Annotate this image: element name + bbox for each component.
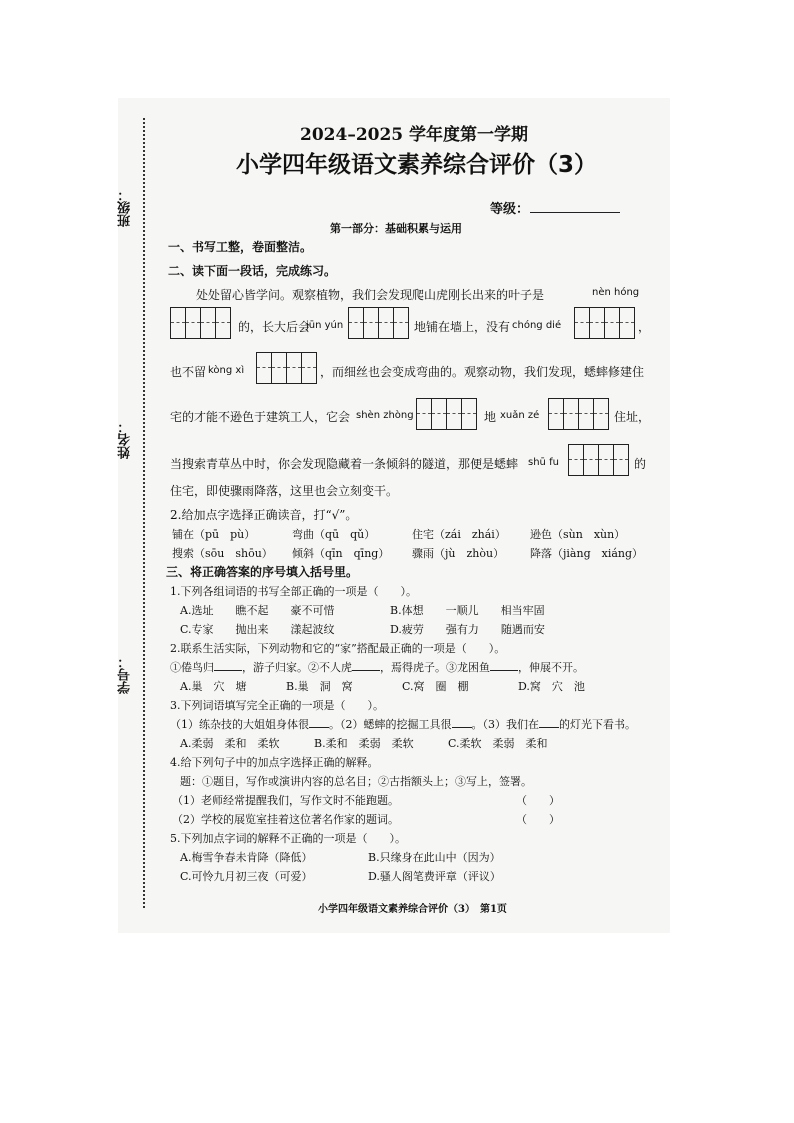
passage-line-4a: 宅的才能不逊色于建筑工人，它会 (170, 410, 351, 424)
passage-line-4c: 住址， (614, 410, 651, 424)
q2-prompt: 2.联系生活实际，下列动物和它的“家”搭配最正确的一项是（ ）。 (170, 642, 506, 655)
q4-sentence-1: （1）老师经常提醒我们，写作文时不能跑题。 (172, 794, 399, 807)
q4-prompt: 4.给下列句子中的加点字选择正确的解释。 (170, 756, 379, 769)
answer-grid-kongxi[interactable] (256, 352, 317, 384)
passage-line-3b: ，而细丝也会变成弯曲的。观察动物，我们发现，蟋蟀修建住 (320, 365, 645, 379)
blank-field[interactable] (214, 659, 242, 671)
q3-option-b[interactable]: B.柔和 柔弱 柔软 (314, 737, 414, 750)
q2-pronunciation-prompt: 2.给加点字选择正确读音，打“√”。 (170, 508, 358, 522)
q4-definition: 题：①题目，写作或演讲内容的总名目；②古指额头上；③写上，签署。 (180, 775, 532, 788)
q1-option-c[interactable]: C.专家 抛出来 漾起波纹 (180, 623, 335, 636)
class-label: 班级： (118, 188, 133, 227)
answer-grid-shenzhong[interactable] (416, 398, 477, 430)
blank-field[interactable] (539, 716, 559, 728)
grade-field[interactable] (530, 212, 620, 213)
pron-item: 倾斜（qīn qīng） (292, 547, 390, 560)
pron-item: 铺在（pū pù） (172, 528, 256, 541)
q5-option-c[interactable]: C.可怜九月初三夜（可爱） (180, 870, 313, 883)
pron-item: 搜索（sōu shōu） (172, 547, 273, 560)
q4-answer-1[interactable]: （ ） (516, 794, 560, 807)
pinyin-shenzhong: shèn zhòng (356, 410, 414, 421)
pinyin-xuanze: xuǎn zé (500, 410, 540, 421)
pinyin-chongdie: chóng dié (512, 320, 562, 331)
name-label: 姓名： (118, 420, 133, 459)
q1-option-b[interactable]: B.体想 一顺儿 相当牢固 (390, 604, 545, 617)
q5-option-a[interactable]: A.梅雪争春未肯降（降低） (180, 851, 313, 864)
q3-option-a[interactable]: A.柔弱 柔和 柔软 (180, 737, 280, 750)
school-year: 2024–2025 学年度第一学期 (300, 125, 529, 145)
pron-item: 逊色（sùn xùn） (530, 528, 626, 541)
pron-item: 骤雨（jù zhòu） (412, 547, 505, 560)
student-id-label: 学号： (118, 655, 133, 694)
q2-option-d[interactable]: D.窝 穴 池 (518, 680, 585, 693)
q5-option-b[interactable]: B.只缘身在此山中（因为） (368, 851, 501, 864)
grade-label: 等级： (490, 202, 530, 217)
answer-grid-chongdie[interactable] (574, 307, 635, 339)
binding-line (143, 118, 145, 908)
pinyin-nenhong: nèn hóng (592, 287, 640, 298)
blank-field[interactable] (352, 659, 380, 671)
q4-sentence-2: （2）学校的展览室挂着这位著名作家的题词。 (172, 813, 399, 826)
section-2-heading: 二、读下面一段话，完成练习。 (168, 264, 337, 278)
passage-line-5b: 的 (634, 457, 647, 471)
q2-option-c[interactable]: C.窝 圈 棚 (402, 680, 469, 693)
blank-field[interactable] (452, 716, 472, 728)
q3-option-c[interactable]: C.柔软 柔弱 柔和 (448, 737, 548, 750)
q3-prompt: 3.下列词语填写完全正确的一项是（ ）。 (170, 699, 384, 712)
passage-line-4b: 地 (484, 410, 497, 424)
answer-grid-nenhong[interactable] (170, 307, 231, 339)
passage-line-6: 住宅，即使骤雨降落，这里也会立刻变干。 (170, 484, 399, 498)
passage-line-2b: 地铺在墙上，没有 (414, 320, 511, 334)
passage-line-3a: 也不留 (170, 365, 207, 379)
answer-grid-junyun[interactable] (348, 307, 409, 339)
q2-sentence: ①倦鸟归 ，游子归家。②不人虎 ，焉得虎子。③龙困鱼 ，伸展不开。 (170, 661, 584, 674)
exam-title: 小学四年级语文素养综合评价（3） (236, 152, 598, 178)
pinyin-junyun: jūn yún (306, 320, 344, 331)
passage-line-2c: ， (638, 320, 651, 334)
q1-option-a[interactable]: A.选址 瞧不起 豪不可惜 (180, 604, 335, 617)
q2-option-b[interactable]: B.巢 洞 窝 (286, 680, 353, 693)
pinyin-shufu: shū fu (528, 457, 559, 468)
passage-line-2a: 的，长大后会 (238, 320, 311, 334)
blank-field[interactable] (309, 716, 329, 728)
passage-line-5a: 当搜索青草丛中时，你会发现隐藏着一条倾斜的隧道，那便是蟋蟀 (170, 457, 519, 471)
part-heading: 第一部分：基础积累与运用 (330, 222, 462, 235)
q1-option-d[interactable]: D.疲劳 强有力 随遇而安 (390, 623, 545, 636)
page-footer: 小学四年级语文素养综合评价（3） 第1页 (318, 904, 507, 915)
pron-item: 住宅（zái zhái） (412, 528, 506, 541)
answer-grid-xuanze[interactable] (548, 398, 609, 430)
q3-sentence: （1）练杂技的大姐姐身体很 。（2）蟋蟀的挖掘工具很 。（3）我们在 的灯光下看书。 (170, 718, 636, 731)
q2-option-a[interactable]: A.巢 穴 塘 (180, 680, 247, 693)
q5-prompt: 5.下列加点字词的解释不正确的一项是（ ）。 (170, 832, 406, 845)
blank-field[interactable] (490, 659, 518, 671)
pron-item: 降落（jiàng xiáng） (530, 547, 644, 560)
pron-item: 弯曲（qū qǔ） (292, 528, 376, 541)
passage-line-1: 处处留心皆学问。观察植物，我们会发现爬山虎刚长出来的叶子是 (196, 288, 545, 302)
q4-answer-2[interactable]: （ ） (516, 813, 560, 826)
section-3-heading: 三、将正确答案的序号填入括号里。 (166, 565, 359, 579)
pinyin-kongxi: kòng xì (208, 365, 245, 376)
q5-option-d[interactable]: D.骚人阁笔费评章（评议） (368, 870, 501, 883)
q1-prompt: 1.下列各组词语的书写全部正确的一项是（ ）。 (170, 585, 417, 598)
section-1-heading: 一、书写工整，卷面整洁。 (168, 240, 313, 254)
answer-grid-shufu[interactable] (568, 444, 629, 476)
